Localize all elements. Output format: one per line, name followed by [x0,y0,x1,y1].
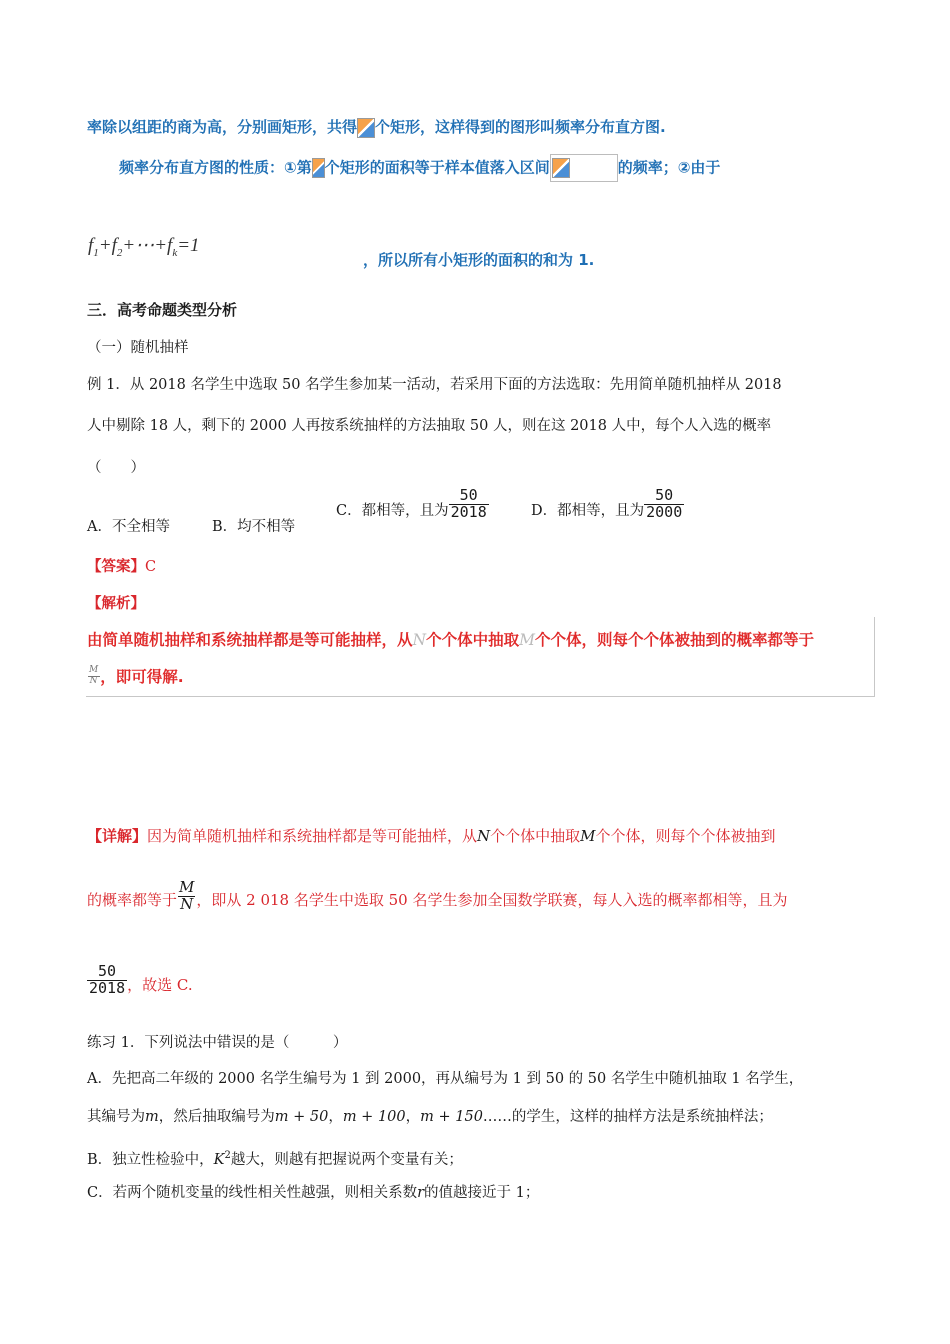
practice-option-a-line-1: A．先把高二年级的 2000 名学生编号为 1 到 2000，再从编号为 1 到 50 的 50 名学生中随机抽取 1 名学生， [87,1071,804,1087]
intro-line-1: 率除以组距的商为高，分别画矩形，共得 个矩形，这样得到的图形叫频率分布直方图. [87,118,666,136]
intro-line-3: ，所以所有小矩形的面积的和为 1. [363,251,595,269]
answer-tag: 【答案】 [87,558,145,575]
intro-line-2: 频率分布直方图的性质：①第 个矩形的面积等于样本值落入区间 的频率；②由于 [119,154,720,182]
fraction-50-2018-detail: $\frac{50}{2018}$ [89,962,126,997]
example-question-line-1: 例 1．从 2018 名学生中选取 50 名学生参加某一活动，若采用下面的方法选取：先用简单随机抽样从 2018 [87,377,782,393]
image-placeholder-icon [552,158,570,178]
analysis-line-2: $\frac{M}{N}$ ，即可得解. [89,665,184,686]
option-a: A．不全相等 [87,519,170,535]
answer-line [87,555,156,576]
fraction-m-over-n-detail: $\frac{M}{N}$ [179,878,195,913]
practice-option-a-line-2: 其编号为m，然后抽取编号为m + 50，m + 100，m + 150……的学生，这样的抽样方法是系统抽样法； [87,1109,773,1125]
analysis-tag: 【解析】 [87,595,145,612]
image-placeholder-icon [312,158,325,178]
analysis-line-1: 由简单随机抽样和系统抽样都是等可能抽样，从N个个体中抽取M个个体，则每个个体被抽到的概率都等于 [87,631,814,649]
subsection-heading: （一）随机抽样 [87,340,189,356]
option-d: D．都相等，且为 $\frac{50}{2000}$ [531,486,683,521]
frequency-sum-formula: $f_1+f_2+\cdots+f_k=1$ [88,235,200,259]
fraction-50-2018: $\frac{50}{2018}$ [450,486,487,521]
option-b: B．均不相等 [212,519,296,535]
interval-image-placeholder [550,154,618,182]
answer-value: C [145,559,157,575]
practice-option-b: B．独立性检验中，$K^2$越大，则越有把握说两个变量有关； [87,1150,463,1168]
section-heading: 三．高考命题类型分析 [87,301,238,319]
fraction-50-2000: $\frac{50}{2000}$ [646,486,683,521]
answer-parentheses: （ ） [87,460,145,476]
image-placeholder-icon [357,118,375,138]
detail-tag: 【详解】 [87,827,148,845]
example-question-line-2: 人中剔除 18 人，剩下的 2000 人再按系统抽样的方法抽取 50 人，则在这 2018 人中，每个人入选的概率 [87,418,772,434]
detail-line-2: 的概率都等于 $\frac{M}{N}$ ，即从 2 018 名学生中选取 50 名学生参加全国数学联赛，每人入选的概率都相等，且为 [87,878,788,913]
practice-option-c: C．若两个随机变量的线性相关性越强，则相关系数r的值越接近于 1； [87,1185,540,1201]
detail-line-3: $\frac{50}{2018}$ ，故选 C. [89,962,193,997]
detail-line-1: 【详解】因为简单随机抽样和系统抽样都是等可能抽样，从N个个体中抽取M个个体，则每个个体被抽到 [87,827,776,845]
fraction-m-over-n: $\frac{M}{N}$ [89,665,99,686]
practice-title: 练习 1．下列说法中错误的是（ ） [87,1035,348,1051]
option-c: C．都相等，且为 $\frac{50}{2018}$ [336,486,487,521]
